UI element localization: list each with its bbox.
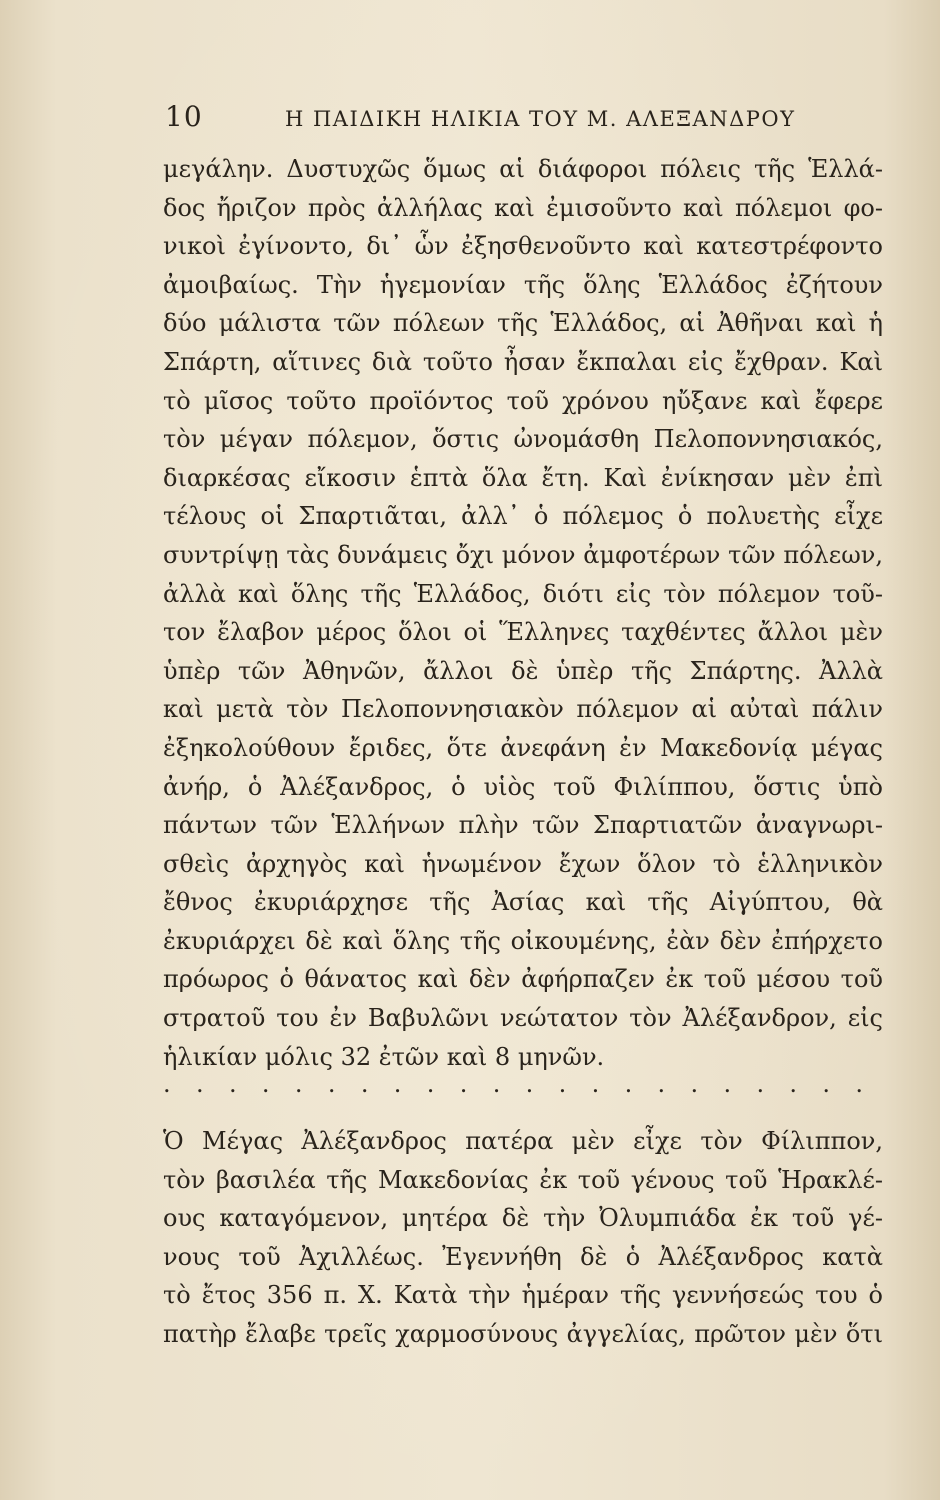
separator-dot: .	[789, 1070, 798, 1098]
text-line: ἀνήρ, ὁ Ἀλέξανδρος, ὁ υἱὸς τοῦ Φιλίππου, ὅστις ὑπὸ	[163, 772, 883, 801]
separator-dot: .	[261, 1070, 270, 1098]
separator-dot: .	[855, 1070, 863, 1098]
text-line: διαρκέσας εἴκοσιν ἑπτὰ ὅλα ἔτη. Καὶ ἐνίκησαν μὲν ἐπὶ	[163, 463, 883, 492]
text-line: Ὁ Μέγας Ἀλέξανδρος πατέρα μὲν εἶχε τὸν Φίλιππον,	[163, 1127, 883, 1155]
text-line: ἔθνος ἐκυριάρχησε τῆς Ἀσίας καὶ τῆς Αἰγύπτου, θὰ	[163, 888, 883, 917]
separator-dot: .	[195, 1070, 204, 1098]
text-line: τὸ μῖσος τοῦτο προϊόντος τοῦ χρόνου ηὔξανε καὶ ἔφερε	[163, 386, 883, 415]
separator-dot: .	[492, 1070, 501, 1098]
text-line: τον ἔλαβον μέρος ὅλοι οἱ Ἕλληνες ταχθέντες ἄλλοι μὲν	[163, 618, 883, 647]
text-line: σθεὶς ἀρχηγὸς καὶ ἡνωμένον ἔχων ὅλον τὸ ἑλληνικὸν	[163, 849, 883, 878]
text-line: καὶ μετὰ τὸν Πελοποννησιακὸν πόλεμον αἱ αὐταὶ πάλιν	[163, 695, 883, 724]
separator-dot: .	[525, 1070, 534, 1098]
text-line: νικοὶ ἐγίνοντο, δι᾽ ὧν ἐξησθενοῦντο καὶ κατεστρέφοντο	[163, 232, 883, 261]
text-line: πρόωρος ὁ θάνατος καὶ δὲν ἀφήρπαζεν ἐκ τοῦ μέσου τοῦ	[163, 965, 883, 994]
separator-dot: .	[228, 1070, 237, 1098]
text-line: ους καταγόμενον, μητέρα δὲ τὴν Ὀλυμπιάδα ἐκ τοῦ γέ-	[163, 1204, 883, 1233]
separator-dot: .	[756, 1070, 765, 1098]
text-line: δος ἤριζον πρὸς ἀλλήλας καὶ ἐμισοῦντο καὶ πόλεμοι φο-	[163, 193, 883, 222]
text-line: πατὴρ ἔλαβε τρεῖς χαρμοσύνους ἀγγελίας, πρῶτον μὲν ὅτι	[163, 1319, 883, 1348]
separator-dot: .	[393, 1070, 402, 1098]
text-line: ὑπὲρ τῶν Ἀθηνῶν, ἄλλοι δὲ ὑπὲρ τῆς Σπάρτης. Ἀλλὰ	[163, 656, 883, 685]
separator-dot: .	[459, 1070, 468, 1098]
separator-dot: .	[163, 1070, 171, 1098]
text-line: ἐκυριάρχει δὲ καὶ ὅλης τῆς οἰκουμένης, ἐὰν δὲν ἐπήρχετο	[163, 926, 883, 955]
text-line: τέλους οἱ Σπαρτιᾶται, ἀλλ᾽ ὁ πόλεμος ὁ πολυετὴς εἶχε	[163, 502, 883, 531]
text-line: ἐξηκολούθουν ἔριδες, ὅτε ἀνεφάνη ἐν Μακεδονίᾳ μέγας	[163, 733, 883, 762]
text-line: ἀμοιβαίως. Τὴν ἡγεμονίαν τῆς ὅλης Ἑλλάδος ἐζήτουν	[163, 270, 883, 299]
separator-dot: .	[327, 1070, 336, 1098]
paragraph-1	[163, 150, 883, 1076]
text-line: πάντων τῶν Ἑλλήνων πλὴν τῶν Σπαρτιατῶν ἀναγνωρι-	[163, 811, 883, 840]
text-line: ἡλικίαν μόλις 32 ἐτῶν καὶ 8 μηνῶν.	[163, 1042, 605, 1071]
page-number: 10	[165, 100, 203, 133]
text-line: τὸν βασιλέα τῆς Μακεδονίας ἐκ τοῦ γένους τοῦ Ἡρακλέ-	[163, 1165, 883, 1194]
separator-dot: .	[294, 1070, 303, 1098]
text-line: νους τοῦ Ἀχιλλέως. Ἐγεννήθη δὲ ὁ Ἀλέξανδρος κατὰ	[163, 1242, 883, 1271]
separator-dot: .	[624, 1070, 633, 1098]
text-line: μεγάλην. Δυστυχῶς ὅμως αἱ διάφοροι πόλεις τῆς Ἑλλά-	[163, 155, 883, 183]
separator-dot: .	[690, 1070, 699, 1098]
paragraph-2	[163, 1122, 883, 1354]
separator-dot: .	[591, 1070, 600, 1098]
running-head-title: Η ΠΑΙΔΙΚΗ ΗΛΙΚΙΑ ΤΟΥ Μ. ΑΛΕΞΑΝΔΡΟΥ	[285, 107, 796, 131]
text-line: δύο μάλιστα τῶν πόλεων τῆς Ἑλλάδος, αἱ Ἀθῆναι καὶ ἡ	[163, 309, 883, 338]
text-line: ἀλλὰ καὶ ὅλης τῆς Ἑλλάδος, διότι εἰς τὸν πόλεμον τοῦ-	[163, 579, 883, 608]
separator-dot: .	[360, 1070, 369, 1098]
separator-dot: .	[426, 1070, 435, 1098]
separator-dot: .	[558, 1070, 567, 1098]
text-line: συντρίψῃ τὰς δυνάμεις ὄχι μόνον ἀμφοτέρων τῶν πόλεων,	[163, 540, 883, 569]
text-line: τὸ ἔτος 356 π. Χ. Κατὰ τὴν ἡμέραν τῆς γεννήσεώς του ὁ	[163, 1281, 883, 1310]
text-line: τὸν μέγαν πόλεμον, ὅστις ὠνομάσθη Πελοποννησιακός,	[163, 425, 883, 454]
separator-dot: .	[723, 1070, 732, 1098]
separator-dot: .	[657, 1070, 666, 1098]
section-separator-dots	[163, 1072, 863, 1096]
text-line: Σπάρτη, αἵτινες διὰ τοῦτο ἦσαν ἔκπαλαι εἰς ἔχθραν. Καὶ	[163, 347, 883, 376]
separator-dot: .	[822, 1070, 831, 1098]
text-line: στρατοῦ του ἐν Βαβυλῶνι νεώτατον τὸν Ἀλέξανδρον, εἰς	[163, 1004, 883, 1033]
